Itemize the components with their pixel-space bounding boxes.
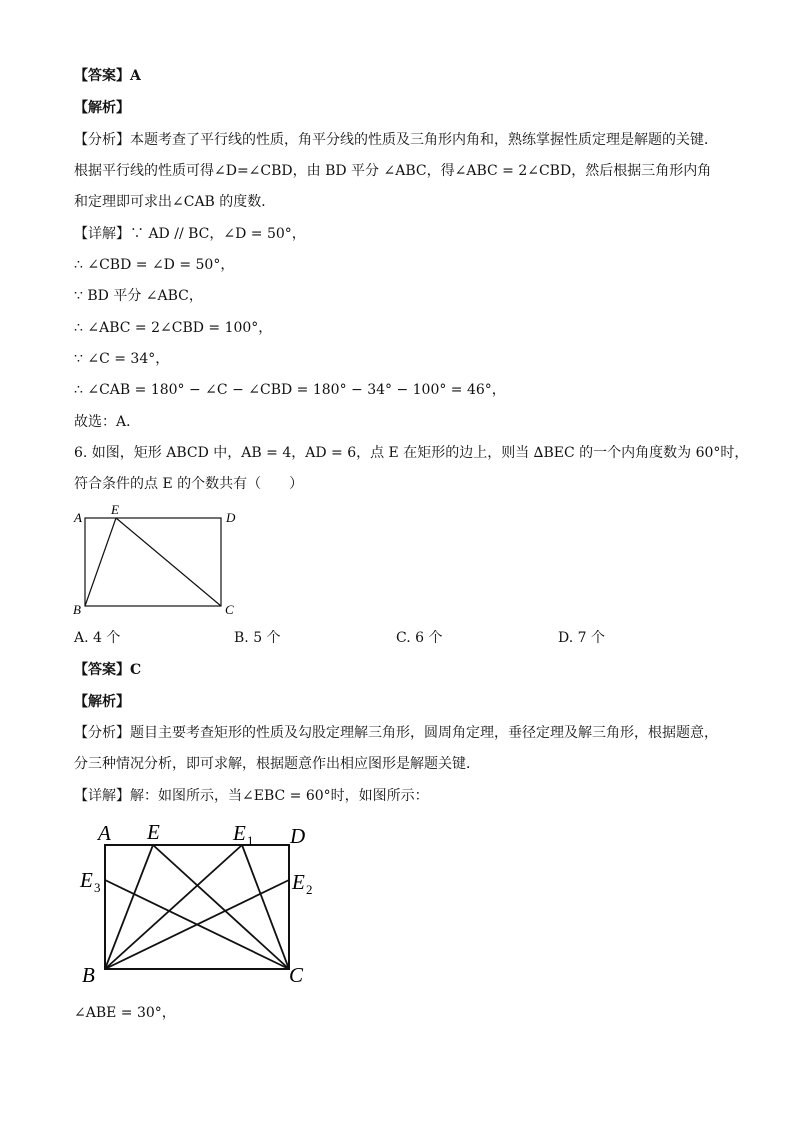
- q5-analysis-line-2: 根据平行线的性质可得∠D=∠CBD，由 BD 平分 ∠ABC，得∠ABC = 2∠CBD，然后根据三角形内角: [74, 163, 712, 179]
- option-b: B. 5 个: [234, 630, 281, 646]
- rectangle-abcd-2: [105, 845, 289, 969]
- label-e1: E: [233, 821, 246, 845]
- q5-detail-line-2: ∴ ∠CBD = ∠D = 50°，: [74, 257, 235, 273]
- q6-analysis-line-1: 【分析】题目主要考查矩形的性质及勾股定理解三角形，圆周角定理，垂径定理及解三角形，根据题意，: [74, 725, 718, 741]
- option-a: A. 4 个: [74, 630, 121, 646]
- label-e: E: [147, 820, 160, 844]
- q5-analysis-line-1: 【分析】本题考查了平行线的性质，角平分线的性质及三角形内角和，熟练掌握性质定理是解题的关键．: [74, 132, 718, 148]
- q5-detail-line-6: ∴ ∠CAB = 180° − ∠C − ∠CBD = 180° − 34° − 100° = 46°，: [74, 382, 506, 398]
- label-e2: E: [292, 870, 305, 894]
- label-b: B: [82, 963, 95, 987]
- q6-figure-solution: [76, 818, 326, 990]
- label-e3: E: [80, 868, 93, 892]
- label-d: D: [290, 824, 306, 848]
- q5-detail-line-5: ∵ ∠C = 34°，: [74, 351, 170, 367]
- rectangle-abcd: [85, 518, 221, 606]
- segment-be: [105, 845, 153, 969]
- q5-detail-line-4: ∴ ∠ABC = 2∠CBD = 100°，: [74, 320, 273, 336]
- q6-stem-line-2: 符合条件的点 E 的个数共有（ ）: [74, 476, 304, 492]
- label-e3-sub: 3: [94, 880, 101, 895]
- q5-detail-line-1: 【详解】∵ AD // BC，∠D = 50°，: [74, 226, 306, 242]
- q6-last-line: ∠ABE = 30°，: [74, 1005, 176, 1021]
- label-e1-sub: 1: [247, 833, 254, 848]
- q5-analysis-line-3: 和定理即可求出∠CAB 的度数．: [74, 194, 276, 210]
- q6-analysis-line-2: 分三种情况分析，即可求解，根据题意作出相应图形是解题关键．: [74, 756, 480, 772]
- segment-be: [85, 518, 116, 606]
- label-c: C: [289, 963, 304, 987]
- q5-analysis-heading: 【解析】: [74, 100, 130, 116]
- q6-analysis-heading: 【解析】: [74, 694, 130, 710]
- label-e2-sub: 2: [306, 882, 313, 897]
- label-c: C: [225, 602, 234, 617]
- label-d: D: [226, 510, 236, 525]
- label-e: E: [111, 502, 119, 517]
- segment-ec: [116, 518, 221, 606]
- q6-answer: 【答案】C: [74, 662, 142, 678]
- q6-figure-rectangle: [70, 502, 250, 620]
- option-c: C. 6 个: [396, 630, 443, 646]
- q5-choose: 故选：A．: [74, 414, 141, 430]
- q6-stem-line-1: 6. 如图，矩形 ABCD 中，AB = 4，AD = 6，点 E 在矩形的边上，则当 ∆BEC 的一个内角度数为 60°时，: [74, 445, 749, 461]
- label-a: A: [74, 510, 82, 525]
- q6-detail-line-1: 【详解】解：如图所示，当∠EBC = 60°时，如图所示：: [74, 788, 429, 804]
- option-d: D. 7 个: [558, 630, 605, 646]
- label-b: B: [73, 602, 81, 617]
- q5-detail-line-3: ∵ BD 平分 ∠ABC，: [74, 288, 203, 304]
- q5-answer: 【答案】A: [74, 68, 141, 84]
- label-a: A: [98, 821, 111, 845]
